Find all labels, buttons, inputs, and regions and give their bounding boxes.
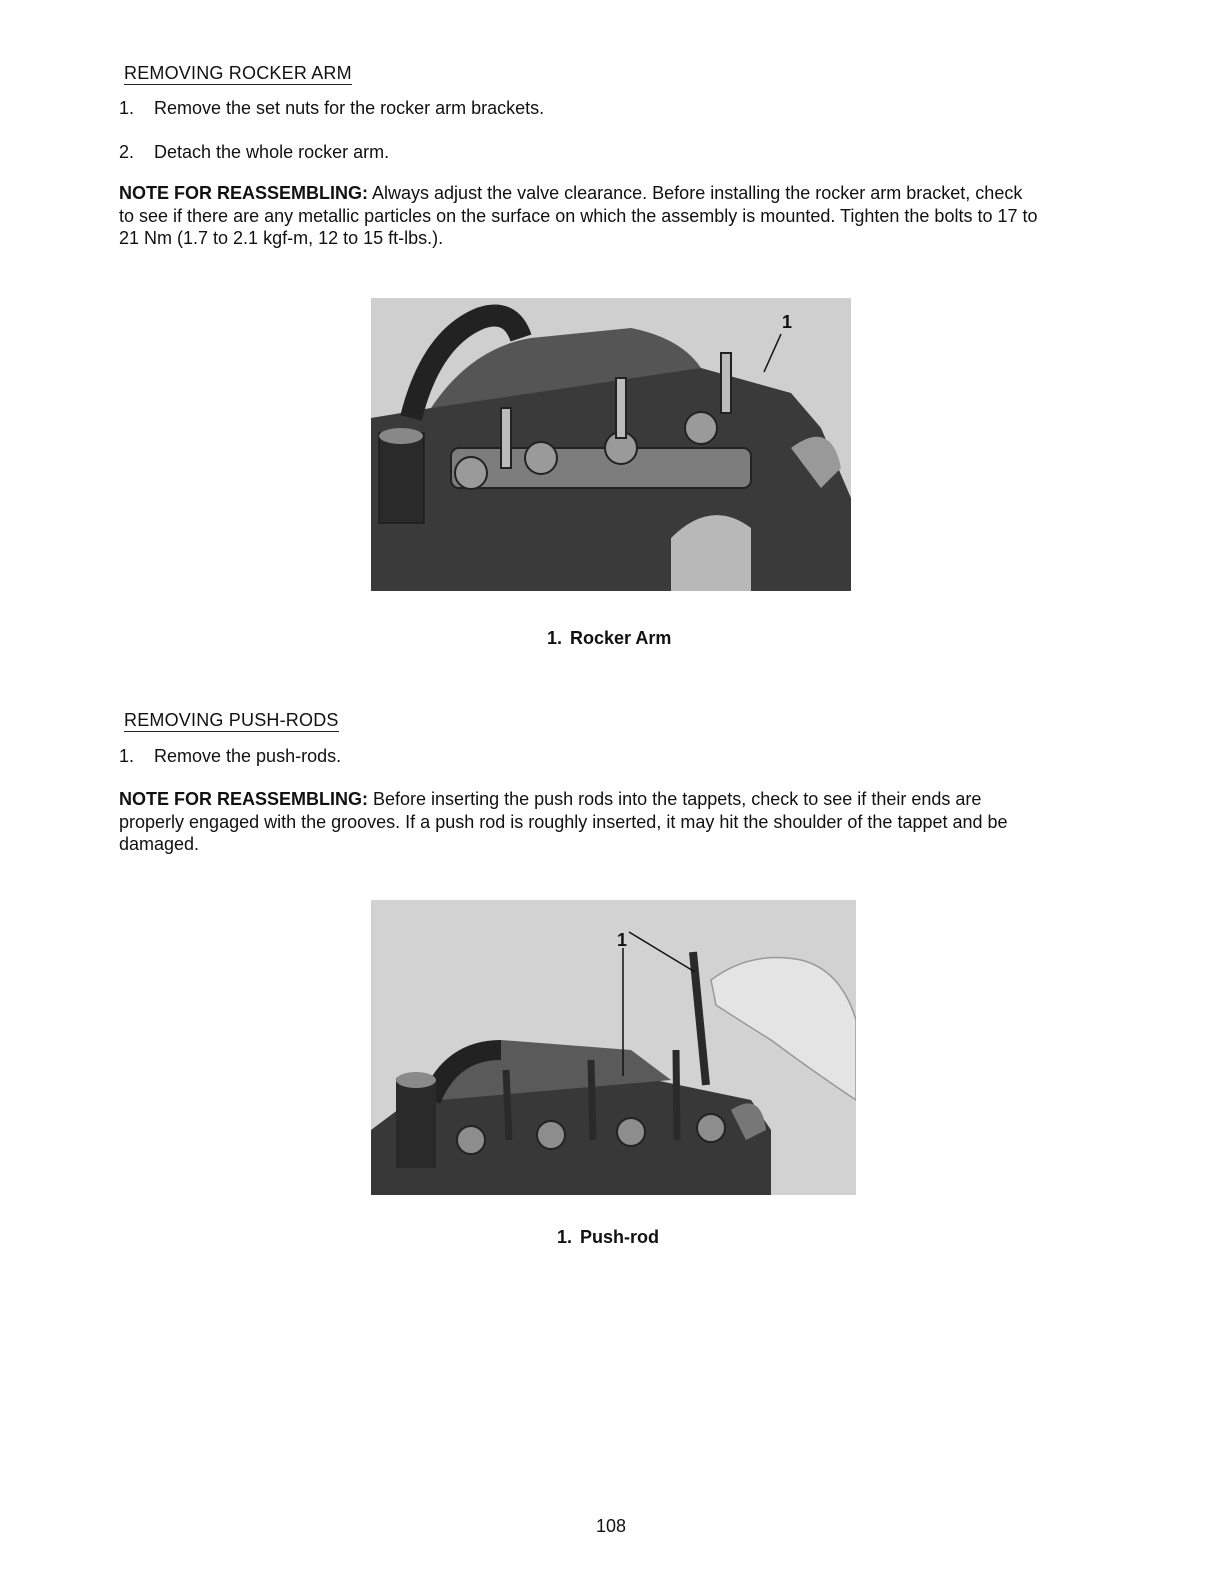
rocker-arm-caption xyxy=(547,628,671,649)
step-text: Remove the push-rods. xyxy=(154,746,342,766)
caption-number: 1. xyxy=(557,1227,573,1247)
step-text: Detach the whole rocker arm. xyxy=(154,142,390,162)
push-rods-heading: REMOVING PUSH-RODS xyxy=(124,710,339,730)
pushrod-step-1 xyxy=(119,745,341,767)
rocker-step-2 xyxy=(119,141,389,163)
page-number: 108 xyxy=(596,1516,627,1536)
step-text: Remove the set nuts for the rocker arm brackets. xyxy=(154,98,545,118)
rocker-step-1 xyxy=(119,97,544,119)
rocker-reassembly-note xyxy=(119,182,1039,250)
step-number: 1. xyxy=(119,746,135,766)
note-label: NOTE FOR REASSEMBLING: xyxy=(119,789,369,809)
rocker-arm-heading: REMOVING ROCKER ARM xyxy=(124,63,352,83)
caption-text: Rocker Arm xyxy=(570,628,672,648)
caption-text: Push-rod xyxy=(580,1227,660,1247)
rocker-arm-illustration xyxy=(371,298,851,591)
push-rod-illustration xyxy=(371,900,856,1195)
callout-number: 1 xyxy=(782,312,793,332)
push-rod-photo xyxy=(371,900,856,1195)
note-text: Before inserting the push rods into the tappets, check to see if their ends are properly engaged with the grooves. If a push rod is roughly inserted, it may hit the shoulder of the tappet and be damaged. xyxy=(119,789,1008,854)
note-label: NOTE FOR REASSEMBLING: xyxy=(119,183,369,203)
step-number: 1. xyxy=(119,98,135,118)
note-text: Always adjust the valve clearance. Before installing the rocker arm bracket, check to see if there are any metallic particles on the surface on which the assembly is mounted. Tighten the bolts to 17 to 21 Nm (1.7 to 2.1 kgf-m, 12 to 15 ft-lbs.). xyxy=(119,183,1038,248)
step-number: 2. xyxy=(119,142,135,162)
caption-number: 1. xyxy=(547,628,563,648)
push-rod-caption xyxy=(557,1227,659,1248)
rocker-arm-photo xyxy=(371,298,851,591)
pushrod-reassembly-note xyxy=(119,788,1039,856)
callout-number: 1 xyxy=(617,930,628,950)
